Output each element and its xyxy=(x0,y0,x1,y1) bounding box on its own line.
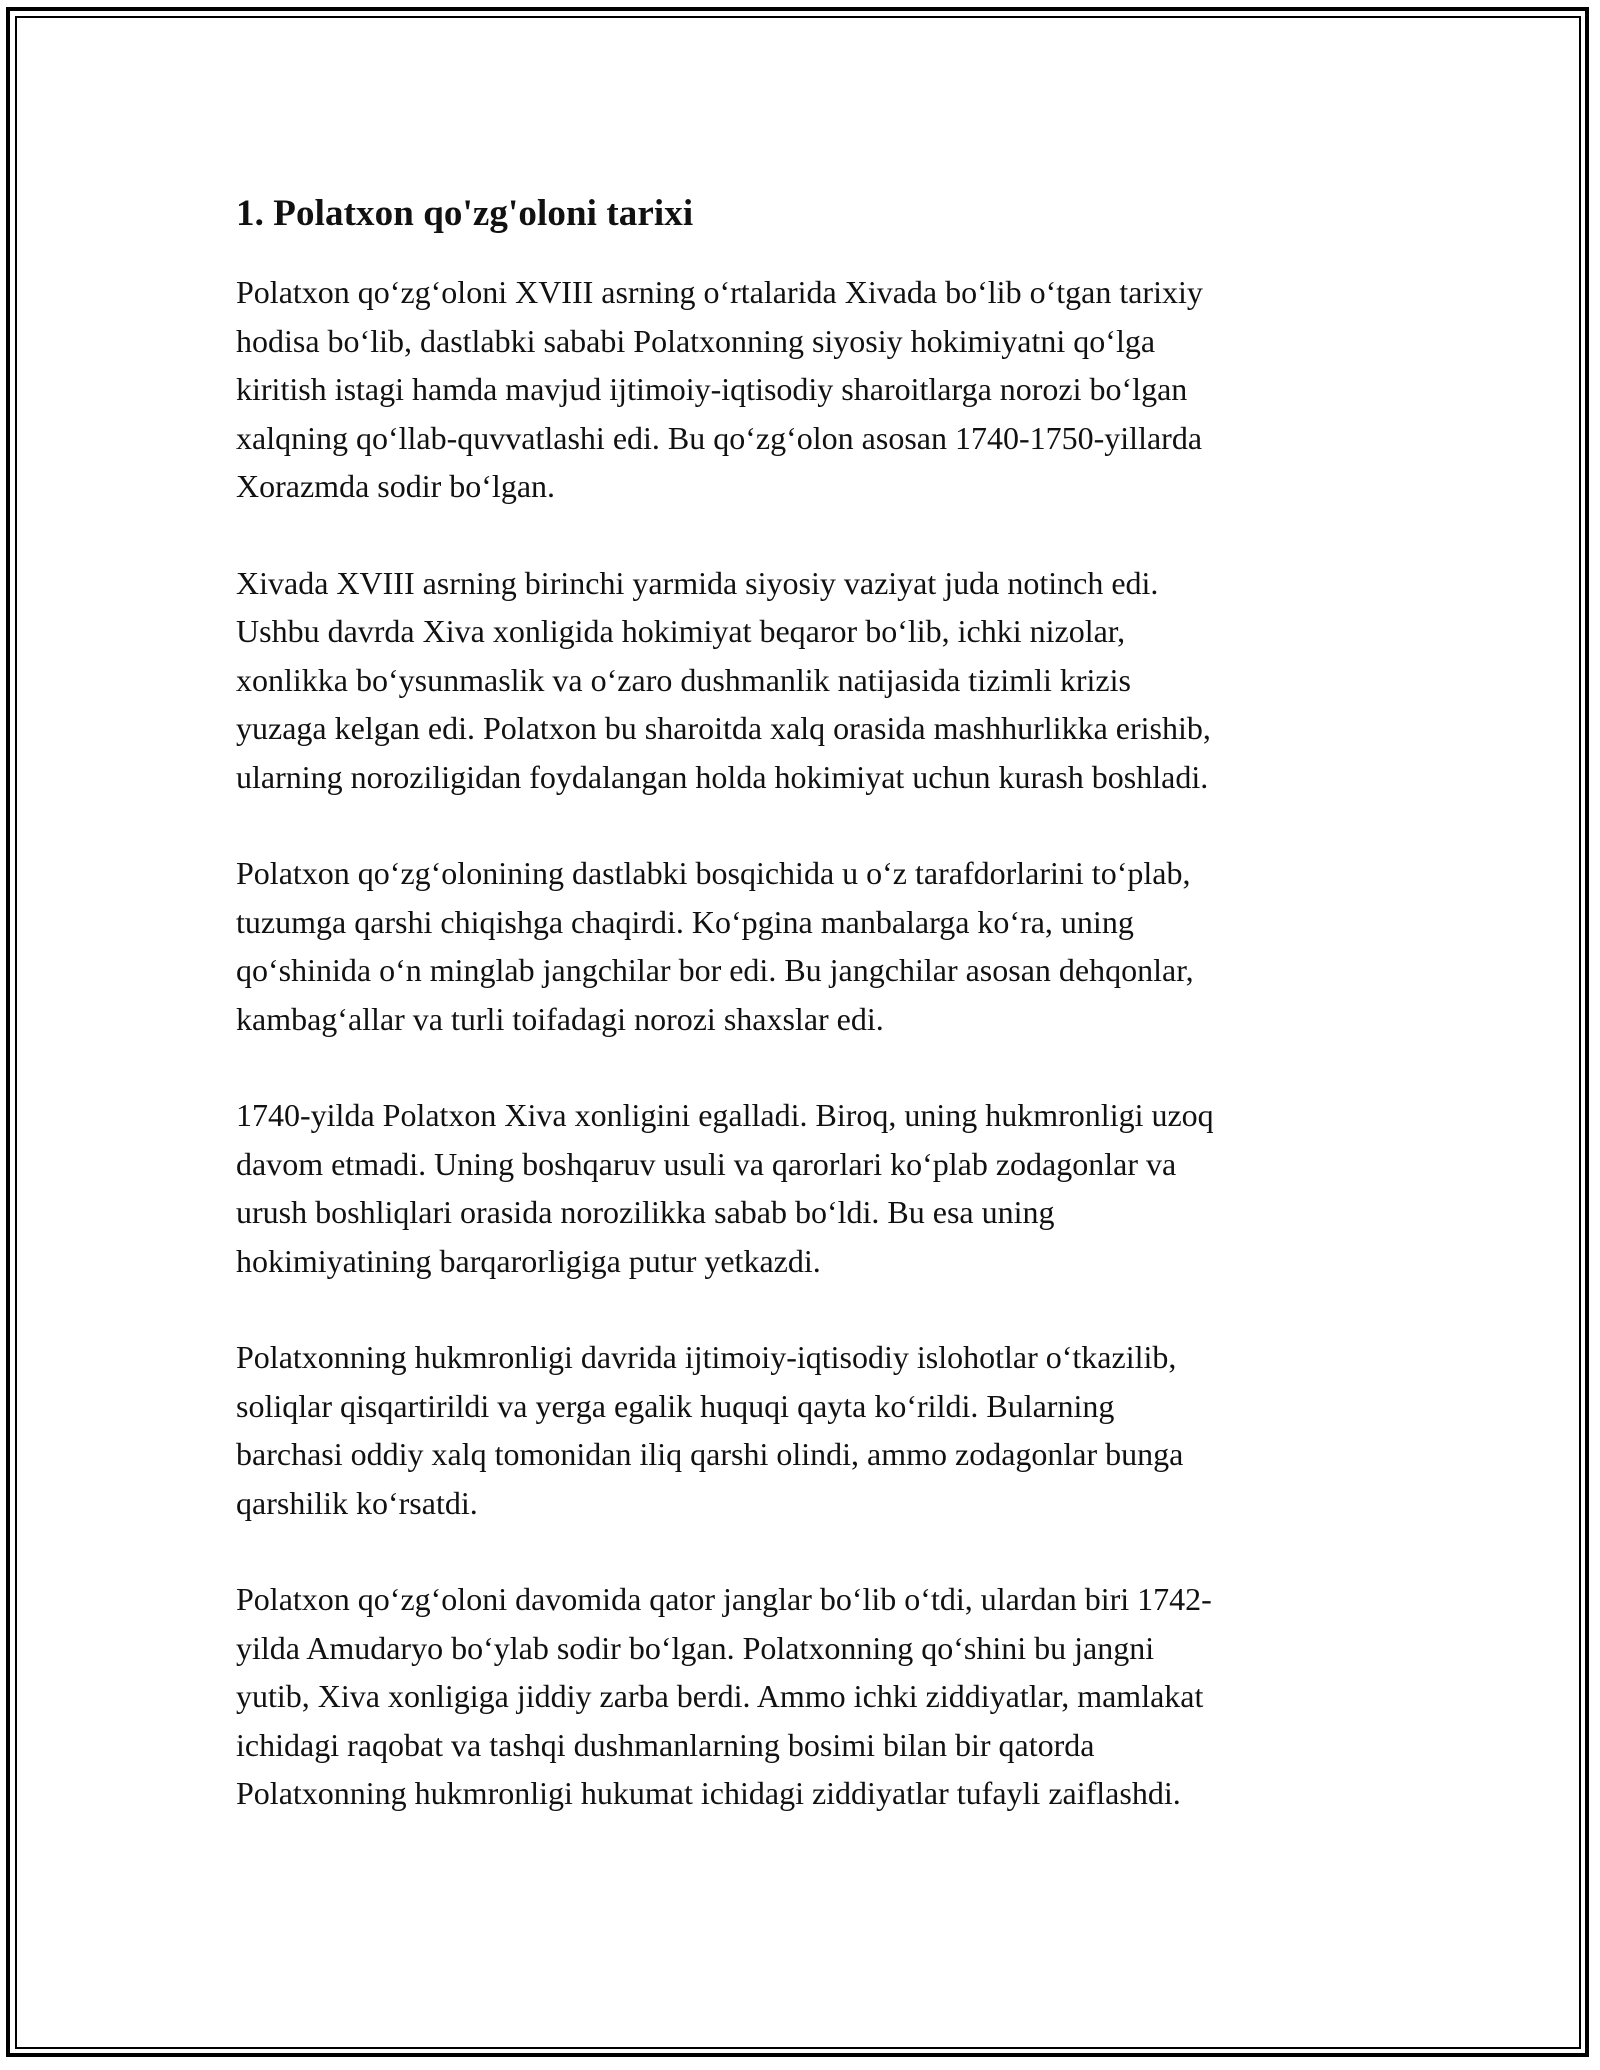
text-line: yuzaga kelgan edi. Polatxon bu sharoitda xalq orasida mashhurlikka erishib, xyxy=(236,710,1211,746)
paragraph-1 xyxy=(236,268,1366,511)
text-line: tuzumga qarshi chiqishga chaqirdi. Ko‘pgina manbalarga ko‘ra, uning xyxy=(236,903,1134,940)
text-line: Polatxon qo‘zg‘olonining dastlabki bosqichida u o‘z tarafdorlarini to‘plab, xyxy=(236,855,1191,891)
paragraph-3 xyxy=(236,849,1366,1043)
document-title: 1. Polatxon qo'zg'oloni tarixi xyxy=(236,193,694,234)
text-line: yilda Amudaryo bo‘ylab sodir bo‘lgan. Polatxonning qo‘shini bu jangni xyxy=(236,1629,1155,1666)
text-line: soliqlar qisqartirildi va yerga egalik huquqi qayta ko‘rildi. Bularning xyxy=(236,1387,1115,1424)
text-line: ichidagi raqobat va tashqi dushmanlarning bosimi bilan bir qatorda xyxy=(236,1726,1095,1763)
text-line: urush boshliqlari orasida norozilikka sabab bo‘ldi. Bu esa uning xyxy=(236,1194,1055,1230)
text-line: qarshilik ko‘rsatdi. xyxy=(236,1484,478,1521)
text-line: Polatxon qo‘zg‘oloni davomida qator janglar bo‘lib o‘tdi, ulardan biri 1742- xyxy=(236,1581,1212,1617)
text-line: qo‘shinida o‘n minglab jangchilar bor edi. Bu jangchilar asosan dehqonlar, xyxy=(236,952,1194,988)
text-line: davom etmadi. Uning boshqaruv usuli va qarorlari ko‘plab zodagonlar va xyxy=(236,1145,1177,1182)
text-line: hokimiyatining barqarorligiga putur yetkazdi. xyxy=(236,1242,821,1279)
text-line: Ushbu davrda Xiva xonligida hokimiyat beqaror bo‘lib, ichki nizolar, xyxy=(236,613,1126,649)
text-line: yutib, Xiva xonligiga jiddiy zarba berdi. Ammo ichki ziddiyatlar, mamlakat xyxy=(236,1678,1204,1714)
paragraph-2 xyxy=(236,559,1366,802)
text-line: ularning noroziligidan foydalangan holda hokimiyat uchun kurash boshladi. xyxy=(236,758,1209,795)
text-line: barchasi oddiy xalq tomonidan iliq qarshi olindi, ammo zodagonlar bunga xyxy=(236,1436,1184,1472)
text-line: xalqning qo‘llab-quvvatlashi edi. Bu qo‘zg‘olon asosan 1740-1750-yillarda xyxy=(236,419,1203,456)
text-line: Xorazmda sodir bo‘lgan. xyxy=(236,468,556,504)
text-line: Polatxon qo‘zg‘oloni XVIII asrning o‘rtalarida Xivada bo‘lib o‘tgan tarixiy xyxy=(236,274,1203,310)
text-line: kambag‘allar va turli toifadagi norozi shaxslar edi. xyxy=(236,1000,884,1037)
paragraph-4 xyxy=(236,1091,1366,1285)
text-line: hodisa bo‘lib, dastlabki sababi Polatxonning siyosiy hokimiyatni qo‘lga xyxy=(236,322,1156,359)
text-line: Polatxonning hukmronligi hukumat ichidagi ziddiyatlar tufayli zaiflashdi. xyxy=(236,1775,1181,1811)
text-line: xonlikka bo‘ysunmaslik va o‘zaro dushmanlik natijasida tizimli krizis xyxy=(236,661,1131,698)
text-line: Polatxonning hukmronligi davrida ijtimoiy-iqtisodiy islohotlar o‘tkazilib, xyxy=(236,1339,1177,1375)
paragraph-6 xyxy=(236,1575,1366,1818)
paragraph-5 xyxy=(236,1333,1366,1527)
text-line: Xivada XVIII asrning birinchi yarmida siyosiy vaziyat juda notinch edi. xyxy=(236,564,1159,601)
document-body xyxy=(236,186,1366,1866)
text-line: kiritish istagi hamda mavjud ijtimoiy-iqtisodiy sharoitlarga norozi bo‘lgan xyxy=(236,371,1188,407)
text-line: 1740-yilda Polatxon Xiva xonligini egalladi. Biroq, uning hukmronligi uzoq xyxy=(236,1097,1214,1133)
